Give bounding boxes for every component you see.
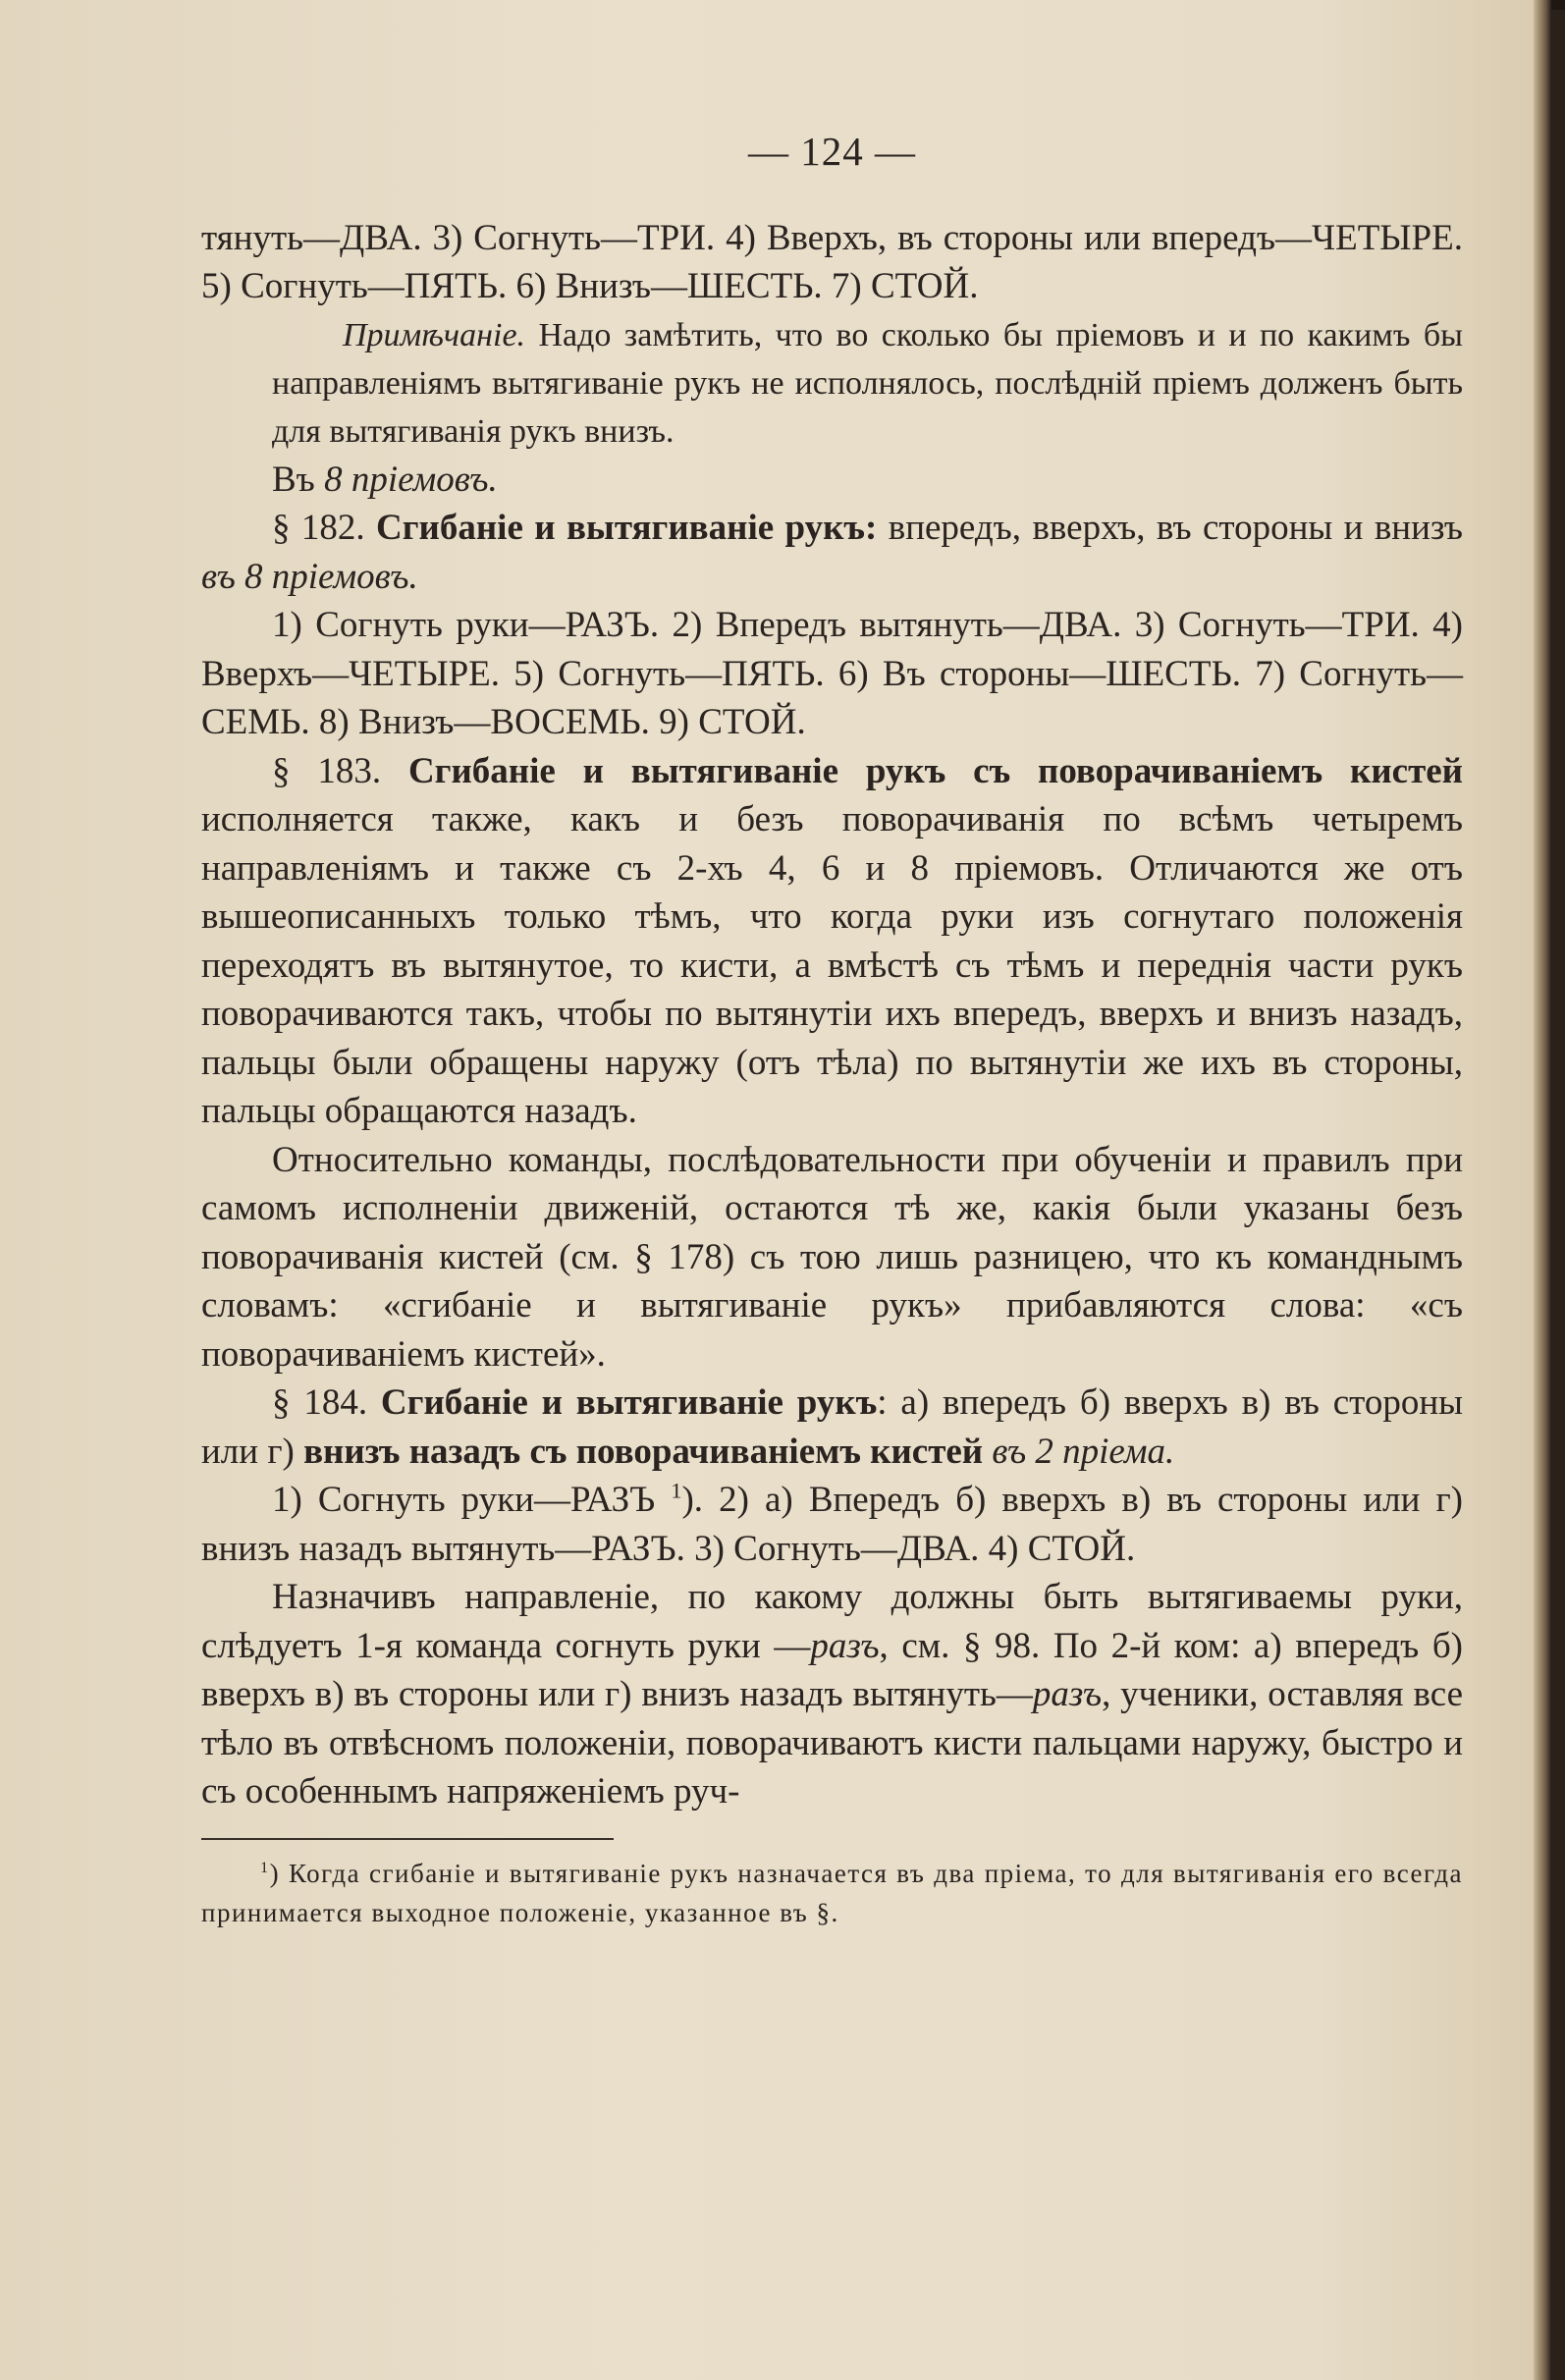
text: Назначивъ направленіе, по какому должны быть вытягиваемы руки, слѣдуетъ 1-я команда согнуть руки —: [201, 1577, 1463, 1666]
text: впередъ, вверхъ, въ стороны и внизъ: [877, 508, 1464, 548]
note-paragraph: [201, 311, 1463, 456]
page-content: [201, 128, 1463, 1932]
section-title: Сгибаніе и вытягиваніе рукъ съ поворачиваніемъ кистей: [407, 750, 1463, 791]
section-title: Сгибаніе и вытягиваніе рукъ: [380, 1382, 878, 1423]
italic-text: разъ: [1032, 1674, 1103, 1714]
footnote: [201, 1854, 1463, 1932]
text: Относительно команды, послѣдовательности при обученіи и правилъ при самомъ исполненіи движеній, остаются тѣ же, какія были указаны безъ поворачиванія кистей (см. § 178) съ тою лишь разницею, что къ команднымъ словамъ: «сгибаніе и вытягиваніе рукъ» прибавляются слова: «съ поворачиваніемъ кистей».: [201, 1139, 1463, 1375]
text: 1) Согнуть руки—РАЗЪ: [272, 1480, 672, 1520]
paragraph-continued: [201, 214, 1463, 311]
text: Въ: [272, 459, 325, 500]
italic-text: разъ: [810, 1625, 880, 1666]
paragraph-commands: [201, 1136, 1463, 1379]
footnote-rule: [201, 1838, 614, 1840]
section-183: [201, 747, 1463, 1136]
text: : а) впередъ б) вверхъ в) въ стороны или г): [201, 1382, 1463, 1472]
page-number: — 124 —: [748, 129, 916, 174]
italic-text: въ 8 пріемовъ.: [201, 556, 418, 597]
text: , ученики, оставляя все тѣло въ отвѣсномъ положеніи, поворачиваютъ кисти пальцами наружу, быстро и съ особеннымъ напряженіемъ руч-: [201, 1674, 1463, 1812]
section-title: Сгибаніе и вытягиваніе рукъ:: [376, 508, 878, 548]
text: ). 2) а) Впередъ б) вверхъ в) въ стороны или г) внизъ назадъ вытянуть—РАЗЪ. 3) Согнуть—ДВА. 4) СТОЙ.: [201, 1480, 1463, 1569]
section-184-heading: [201, 1379, 1463, 1476]
footnote-marker: 1: [671, 1478, 682, 1503]
note-text: Надо замѣтить, что во сколько бы пріемовъ и и по какимъ бы направленіямъ вытягиваніе рукъ не исполнялось, послѣдній пріемъ долженъ быть для вытягиванія рукъ внизъ.: [272, 316, 1463, 450]
paragraph-direction: [201, 1573, 1463, 1816]
section-number: § 183.: [272, 750, 408, 791]
page-edge-shadow: [1534, 0, 1551, 2380]
footnote-text: ) Когда сгибаніе и вытягиваніе рукъ назначается въ два пріема, то для вытягиванія его всегда принимается выходное положеніе, указанное въ §.: [201, 1858, 1463, 1927]
section-title-2: внизъ назадъ съ поворачиваніемъ кистей: [303, 1431, 984, 1472]
text: , см. § 98. По 2-й ком: а) впередъ б) вверхъ в) въ стороны или г) внизъ назадъ вытянуть—: [201, 1625, 1463, 1714]
note-label: Примѣчаніе.: [343, 316, 526, 353]
section-182-heading: [201, 504, 1463, 601]
section-184-steps: [201, 1476, 1463, 1573]
section-number: § 182.: [272, 508, 377, 548]
text: исполняется также, какъ и безъ поворачиванія по всѣмъ четыремъ направленіямъ и также съ 2-хъ 4, 6 и 8 пріемовъ. Отличаются же отъ вышеописанныхъ только тѣмъ, что когда руки изъ согнутаго положенія переходятъ въ вытянутое, то кисти, а вмѣстѣ съ тѣмъ и переднія части рукъ поворачиваются такъ, чтобы по вытянутіи ихъ впередъ, вверхъ и внизъ назадъ, пальцы были обращены наружу (отъ тѣла) по вытянутіи же ихъ въ стороны, пальцы обращаются назадъ.: [201, 799, 1463, 1131]
footnote-marker: 1: [260, 1858, 270, 1876]
subheading-8-counts: [201, 456, 1463, 505]
text: 1) Согнуть руки—РАЗЪ. 2) Впередъ вытянуть—ДВА. 3) Согнуть—ТРИ. 4) Вверхъ—ЧЕТЫРЕ. 5) Согнуть—ПЯТЬ. 6) Въ стороны—ШЕСТЬ. 7) Согнуть—СЕМЬ. 8) Внизъ—ВОСЕМЬ. 9) СТОЙ.: [201, 605, 1463, 742]
italic-text: въ 2 пріема.: [992, 1431, 1175, 1472]
section-182-steps: [201, 601, 1463, 747]
section-number: § 184.: [272, 1382, 381, 1423]
italic-text: 8 пріемовъ.: [324, 459, 498, 500]
text: тянуть—ДВА. 3) Согнуть—ТРИ. 4) Вверхъ, въ стороны или впередъ—ЧЕТЫРЕ. 5) Согнуть—ПЯТЬ. 6) Внизъ—ШЕСТЬ. 7) СТОЙ.: [201, 217, 1463, 306]
